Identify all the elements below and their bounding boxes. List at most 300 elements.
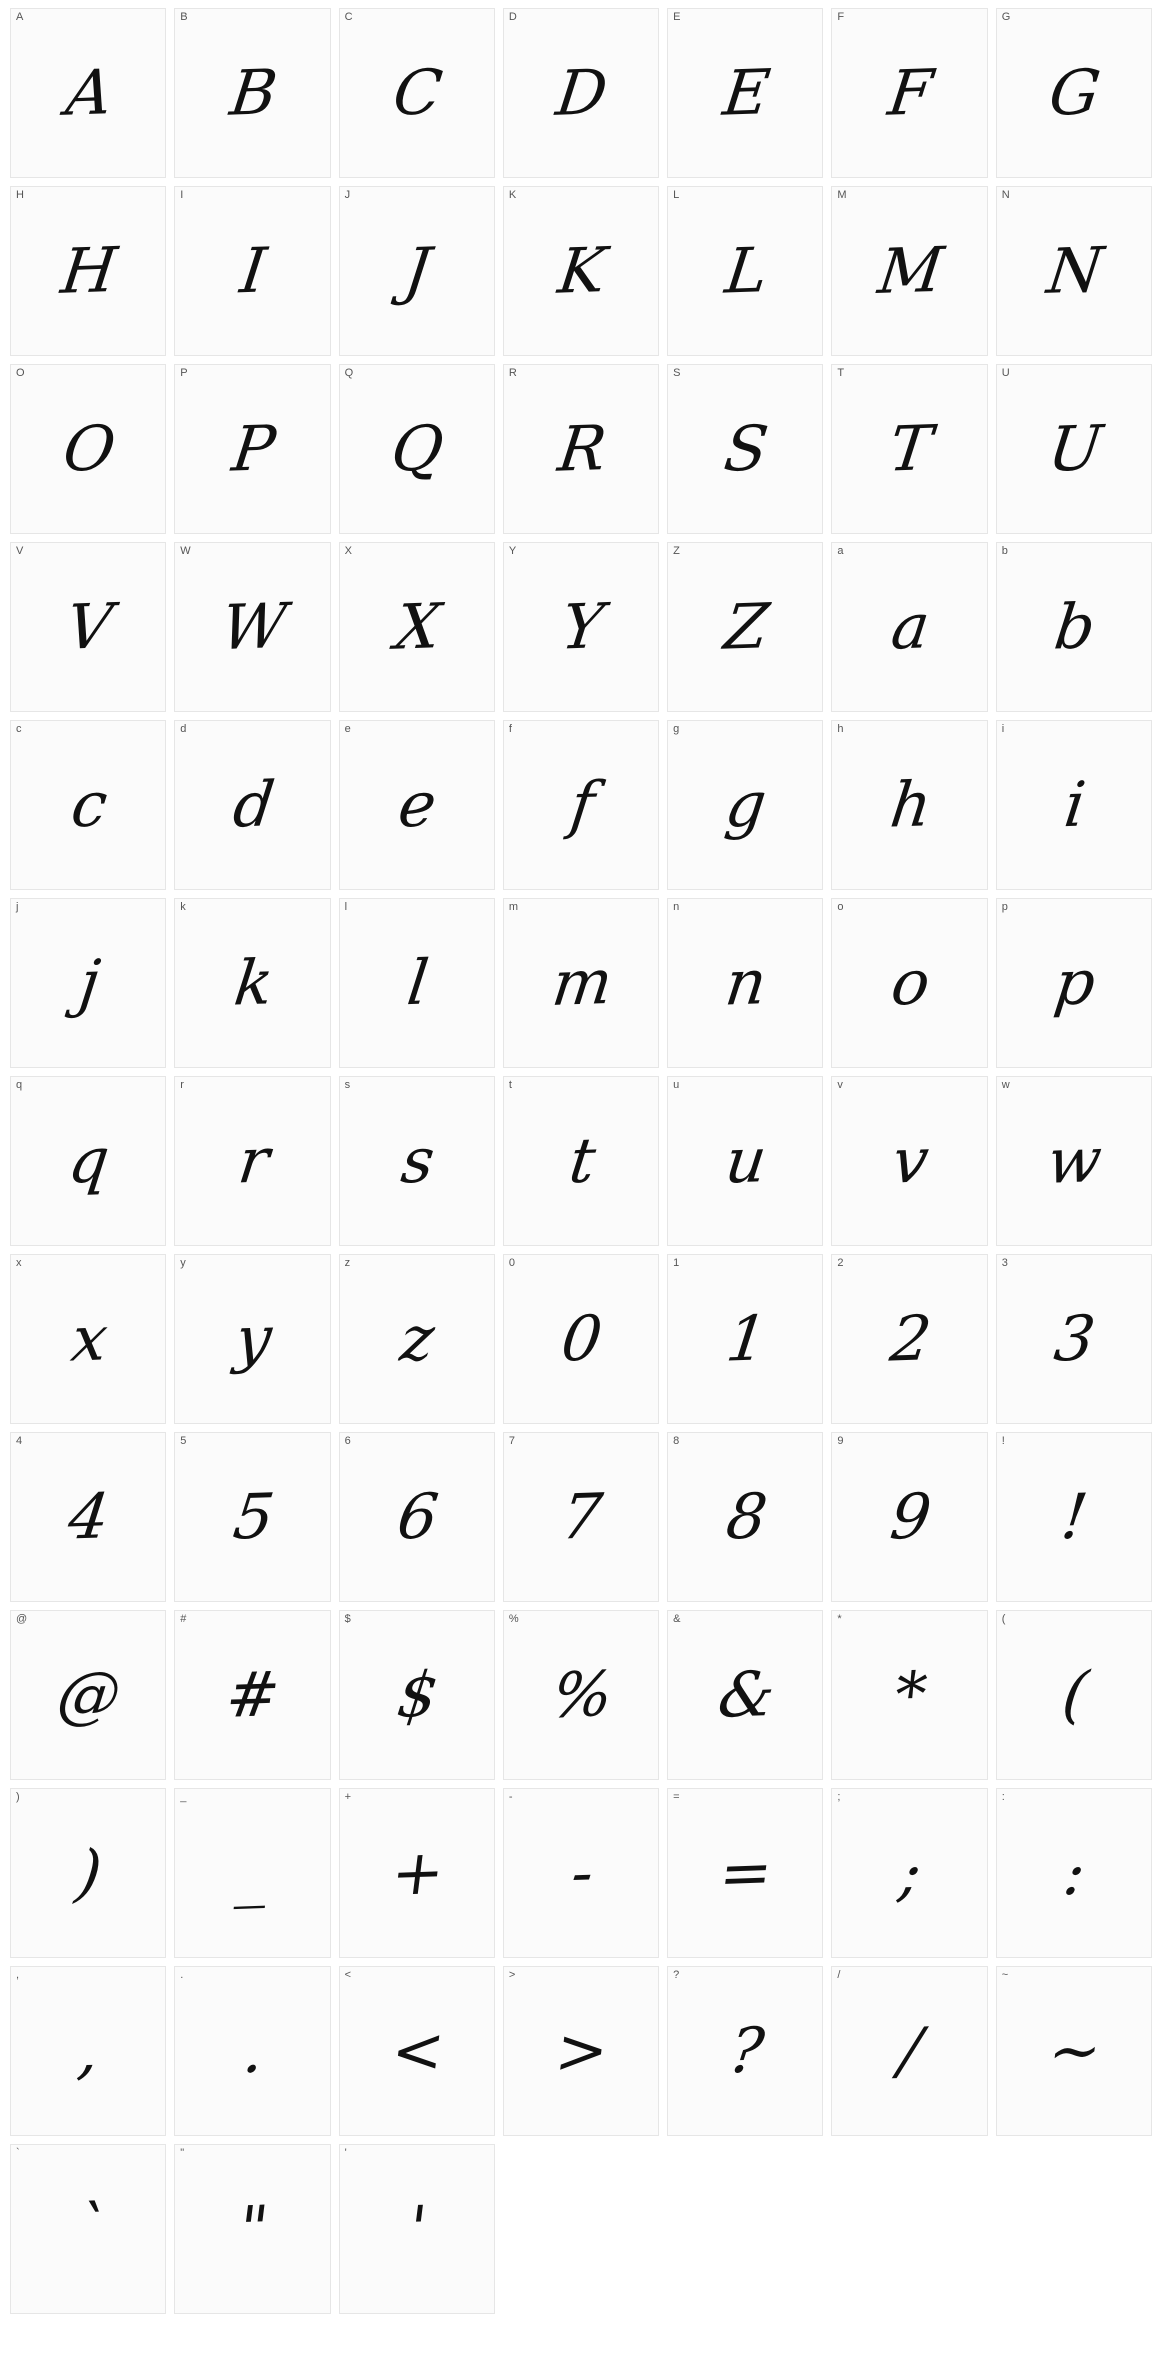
glyph-character: u [721,1123,769,1198]
glyph-character: ! [1057,1479,1090,1554]
glyph-character: o [887,945,932,1020]
glyph-art [504,187,658,355]
glyph-character: Z [720,589,771,664]
glyph-character: & [714,1657,777,1732]
glyph-art [11,899,165,1067]
glyph-art [504,1255,658,1423]
glyph-art [504,543,658,711]
glyph-character: 9 [886,1479,933,1554]
glyph-cell[interactable] [667,720,823,890]
glyph-character: w [1043,1123,1105,1198]
glyph-cell[interactable] [10,720,166,890]
glyph-cell[interactable] [174,1432,330,1602]
glyph-art [11,9,165,177]
glyph-cell[interactable] [667,1076,823,1246]
glyph-character: 6 [393,1479,441,1554]
glyph-cell[interactable] [996,1788,1152,1958]
glyph-cell[interactable] [667,1432,823,1602]
glyph-character: t [565,1123,598,1198]
glyph-cell[interactable] [339,720,495,890]
glyph-art [832,1789,986,1957]
glyph-art [504,365,658,533]
glyph-art [11,2145,165,2313]
glyph-cell[interactable] [996,186,1152,356]
glyph-label: , [16,1969,20,1981]
glyph-character: " [234,2191,271,2266]
glyph-label: w [1001,1079,1010,1091]
glyph-cell[interactable] [174,186,330,356]
glyph-label: / [837,1969,841,1981]
glyph-character: m [548,945,615,1020]
glyph-cell[interactable] [339,898,495,1068]
glyph-character: ~ [1044,2013,1104,2088]
glyph-character: 8 [722,1479,769,1554]
glyph-cell[interactable] [503,1432,659,1602]
glyph-label: * [837,1613,842,1625]
glyph-cell[interactable] [10,1610,166,1780]
glyph-cell[interactable] [996,1076,1152,1246]
glyph-art [997,543,1151,711]
glyph-cell[interactable] [831,720,987,890]
glyph-art [11,1789,165,1957]
glyph-art [340,365,494,533]
glyph-art [668,1255,822,1423]
glyph-character: T [885,411,934,486]
glyph-art [175,187,329,355]
glyph-art [340,1433,494,1601]
glyph-cell[interactable] [996,8,1152,178]
glyph-cell[interactable] [503,1610,659,1780]
glyph-label: R [508,367,517,379]
glyph-cell[interactable] [174,2144,330,2314]
glyph-art [175,1789,329,1957]
glyph-label: m [508,901,519,913]
glyph-art [668,1789,822,1957]
glyph-art [340,187,494,355]
glyph-label: 1 [673,1257,680,1269]
glyph-character: = [715,1835,775,1910]
glyph-label: r [180,1079,184,1091]
glyph-art [997,9,1151,177]
glyph-art [175,1077,329,1245]
glyph-art [11,187,165,355]
glyph-character: E [719,55,772,130]
glyph-cell[interactable] [996,1254,1152,1424]
glyph-cell[interactable] [174,1788,330,1958]
glyph-label: u [673,1079,680,1091]
glyph-cell[interactable] [996,1966,1152,2136]
glyph-art [504,1967,658,2135]
glyph-art [997,1789,1151,1957]
glyph-cell[interactable] [10,542,166,712]
glyph-art [504,9,658,177]
glyph-art [504,1433,658,1601]
glyph-cell[interactable] [339,1966,495,2136]
glyph-cell[interactable] [339,542,495,712]
glyph-label: F [837,11,845,23]
glyph-character: * [890,1657,929,1732]
glyph-art [504,1077,658,1245]
glyph-art [11,1433,165,1601]
glyph-character: p [1050,945,1098,1020]
glyph-label: U [1001,367,1010,379]
glyph-label: L [673,189,680,201]
glyph-character: 5 [229,1479,276,1554]
glyph-character: 4 [64,1479,112,1554]
glyph-label: x [16,1257,22,1269]
glyph-label: v [837,1079,843,1091]
glyph-art [997,1077,1151,1245]
glyph-cell[interactable] [174,542,330,712]
glyph-art [11,1967,165,2135]
glyph-cell[interactable] [503,1788,659,1958]
glyph-label: ~ [1001,1969,1009,1981]
glyph-label: C [344,11,353,23]
glyph-character: A [62,55,115,130]
glyph-label: . [180,1969,184,1981]
glyph-label: ' [344,2147,347,2159]
glyph-cell[interactable] [10,1966,166,2136]
glyph-character: F [884,55,935,130]
glyph-cell[interactable] [831,898,987,1068]
glyph-art [11,721,165,889]
glyph-art [997,899,1151,1067]
glyph-character: V [62,589,115,664]
glyph-character: 3 [1050,1301,1098,1376]
glyph-cell[interactable] [996,898,1152,1068]
glyph-cell[interactable] [831,8,987,178]
glyph-label: q [16,1079,23,1091]
glyph-cell[interactable] [503,1076,659,1246]
glyph-label: - [508,1791,513,1803]
glyph-art [997,1433,1151,1601]
glyph-label: e [344,723,351,735]
glyph-cell[interactable] [339,8,495,178]
glyph-label: s [344,1079,351,1091]
glyph-cell[interactable] [831,1432,987,1602]
glyph-cell[interactable] [667,8,823,178]
glyph-cell[interactable] [503,1966,659,2136]
glyph-art [832,1611,986,1779]
glyph-label: t [508,1079,512,1091]
glyph-character: @ [53,1656,123,1733]
glyph-character: U [1044,411,1104,486]
glyph-art [175,721,329,889]
glyph-art [340,1255,494,1423]
glyph-art [175,543,329,711]
glyph-character: q [64,1123,112,1198]
glyph-character: r [234,1123,271,1198]
glyph-label: % [508,1613,519,1625]
glyph-character: g [721,767,769,842]
glyph-art [504,721,658,889]
glyph-label: i [1001,723,1005,735]
glyph-character: a [887,589,932,664]
glyph-cell[interactable] [503,364,659,534]
glyph-character: 1 [722,1301,769,1376]
glyph-art [832,1433,986,1601]
glyph-art [504,1789,658,1957]
glyph-art [997,365,1151,533]
glyph-label: > [508,1969,516,1981]
glyph-art [668,1611,822,1779]
glyph-art [340,1611,494,1779]
glyph-art [175,365,329,533]
glyph-character: ? [725,2013,766,2088]
glyph-art [175,2145,329,2313]
glyph-cell[interactable] [503,720,659,890]
glyph-cell[interactable] [831,1966,987,2136]
glyph-character: N [1043,233,1105,308]
glyph-character: / [895,2013,924,2088]
glyph-art [997,721,1151,889]
glyph-cell[interactable] [667,1610,823,1780]
glyph-cell[interactable] [503,898,659,1068]
glyph-character: ) [72,1835,104,1910]
glyph-character: X [391,589,443,664]
glyph-cell[interactable] [503,1254,659,1424]
glyph-label: j [16,901,19,913]
glyph-cell[interactable] [996,364,1152,534]
glyph-cell[interactable] [503,8,659,178]
glyph-label: = [673,1791,680,1803]
glyph-cell[interactable] [174,1966,330,2136]
glyph-label: g [673,723,680,735]
glyph-character: O [59,411,118,486]
glyph-character: ( [1058,1657,1090,1732]
glyph-art [997,1967,1151,2135]
glyph-character: ; [895,1835,924,1910]
glyph-cell[interactable] [996,1610,1152,1780]
glyph-art [832,721,986,889]
glyph-label: 2 [837,1257,844,1269]
glyph-cell[interactable] [10,1076,166,1246]
glyph-character: d [229,767,276,842]
glyph-art [997,187,1151,355]
glyph-cell[interactable] [667,186,823,356]
glyph-art [832,1077,986,1245]
glyph-character: D [552,55,610,130]
glyph-cell[interactable] [339,1254,495,1424]
glyph-cell[interactable] [10,1788,166,1958]
glyph-cell[interactable] [10,364,166,534]
glyph-cell[interactable] [10,1254,166,1424]
glyph-character: P [228,411,277,486]
glyph-character: R [554,411,609,486]
glyph-character: . [239,2013,266,2088]
glyph-cell[interactable] [10,2144,166,2314]
glyph-cell[interactable] [503,186,659,356]
glyph-label: T [837,367,845,379]
glyph-character: H [57,233,119,308]
glyph-label: O [16,367,25,379]
glyph-character: > [551,2013,611,2088]
glyph-character: 2 [886,1301,933,1376]
glyph-label: P [180,367,188,379]
glyph-art [997,1255,1151,1423]
glyph-cell[interactable] [339,2144,495,2314]
glyph-art [832,899,986,1067]
glyph-label: # [180,1613,187,1625]
glyph-label: Q [344,367,354,379]
glyph-label: ! [1001,1435,1005,1447]
glyph-character: # [222,1657,283,1732]
glyph-character: l [403,945,431,1020]
glyph-label: " [180,2147,185,2159]
glyph-label: l [344,901,348,913]
glyph-cell[interactable] [174,8,330,178]
glyph-cell[interactable] [831,542,987,712]
glyph-character: S [720,411,771,486]
glyph-label: ; [837,1791,841,1803]
glyph-cell[interactable] [10,186,166,356]
glyph-label: W [180,545,191,557]
glyph-label: $ [344,1613,351,1625]
glyph-character: W [216,588,288,665]
glyph-art [11,543,165,711]
glyph-art [668,187,822,355]
glyph-character: e [394,767,439,842]
glyph-cell[interactable] [667,1966,823,2136]
glyph-character: + [387,1835,447,1910]
glyph-cell[interactable] [831,1610,987,1780]
glyph-character: y [231,1301,274,1376]
glyph-cell[interactable] [667,364,823,534]
glyph-character: J [400,233,433,308]
glyph-cell[interactable] [667,898,823,1068]
glyph-art [340,899,494,1067]
glyph-label: J [344,189,351,201]
glyph-art [11,1077,165,1245]
glyph-cell[interactable] [339,1432,495,1602]
glyph-label: ) [16,1791,20,1803]
glyph-label: a [837,545,844,557]
glyph-art [997,1611,1151,1779]
glyph-character: : [1059,1835,1088,1910]
glyph-character: s [397,1123,437,1198]
glyph-cell[interactable] [174,364,330,534]
glyph-art [340,721,494,889]
glyph-art [668,365,822,533]
glyph-art [832,1967,986,2135]
glyph-label: X [344,545,352,557]
glyph-label: E [673,11,681,23]
glyph-character: c [67,767,110,842]
glyph-cell[interactable] [10,1432,166,1602]
glyph-label: Z [673,545,680,557]
glyph-character: % [547,1657,615,1732]
glyph-cell[interactable] [174,720,330,890]
glyph-label: 9 [837,1435,844,1447]
glyph-character: B [226,55,279,130]
glyph-cell[interactable] [503,542,659,712]
glyph-cell[interactable] [339,1788,495,1958]
glyph-art [175,1611,329,1779]
glyph-art [504,1611,658,1779]
glyph-art [175,899,329,1067]
glyph-cell[interactable] [10,8,166,178]
glyph-cell[interactable] [667,1788,823,1958]
glyph-art [340,1077,494,1245]
glyph-character: G [1045,55,1103,130]
glyph-label: 8 [673,1435,680,1447]
glyph-character: x [67,1301,110,1376]
glyph-character: M [874,232,946,309]
glyph-character: 7 [557,1479,605,1554]
glyph-art [668,721,822,889]
glyph-label: @ [16,1613,28,1625]
glyph-art [11,1255,165,1423]
glyph-art [175,1255,329,1423]
glyph-cell[interactable] [174,1076,330,1246]
glyph-character: ` [69,2191,108,2266]
glyph-character: b [1050,589,1098,664]
glyph-character: I [236,233,269,308]
glyph-cell[interactable] [667,1254,823,1424]
glyph-cell[interactable] [996,720,1152,890]
glyph-art [340,1789,494,1957]
glyph-cell[interactable] [339,364,495,534]
glyph-cell[interactable] [831,1254,987,1424]
glyph-character: j [75,945,102,1020]
glyph-art [668,899,822,1067]
glyph-label: k [180,901,186,913]
glyph-label: B [180,11,188,23]
glyph-art [832,9,986,177]
glyph-cell[interactable] [339,1610,495,1780]
glyph-label: Y [508,545,517,557]
glyph-character: h [886,767,934,842]
glyph-art [175,9,329,177]
glyph-cell[interactable] [831,364,987,534]
glyph-cell[interactable] [174,898,330,1068]
glyph-cell[interactable] [996,542,1152,712]
glyph-label: o [837,901,844,913]
glyph-character: _ [233,1835,272,1910]
glyph-art [832,543,986,711]
glyph-cell[interactable] [174,1254,330,1424]
glyph-label: 5 [180,1435,187,1447]
glyph-art [175,1967,329,2135]
glyph-label: V [16,545,24,557]
glyph-cell[interactable] [339,1076,495,1246]
glyph-label: b [1001,545,1008,557]
glyph-label: + [344,1791,351,1803]
glyph-label: A [16,11,24,23]
glyph-character: f [566,767,597,842]
glyph-art [668,1433,822,1601]
glyph-cell[interactable] [667,542,823,712]
glyph-cell[interactable] [831,1788,987,1958]
glyph-art [340,2145,494,2313]
glyph-art [504,899,658,1067]
glyph-character: z [396,1301,437,1376]
glyph-label: ` [16,2147,20,2159]
glyph-cell[interactable] [831,1076,987,1246]
glyph-character: - [567,1835,596,1910]
glyph-cell[interactable] [174,1610,330,1780]
glyph-character: k [230,945,275,1020]
glyph-cell[interactable] [831,186,987,356]
glyph-cell[interactable] [996,1432,1152,1602]
glyph-cell[interactable] [10,898,166,1068]
glyph-label: I [180,189,184,201]
glyph-art [668,1077,822,1245]
glyph-art [668,9,822,177]
glyph-label: ? [673,1969,680,1981]
glyph-cell[interactable] [339,186,495,356]
glyph-label: & [673,1613,681,1625]
